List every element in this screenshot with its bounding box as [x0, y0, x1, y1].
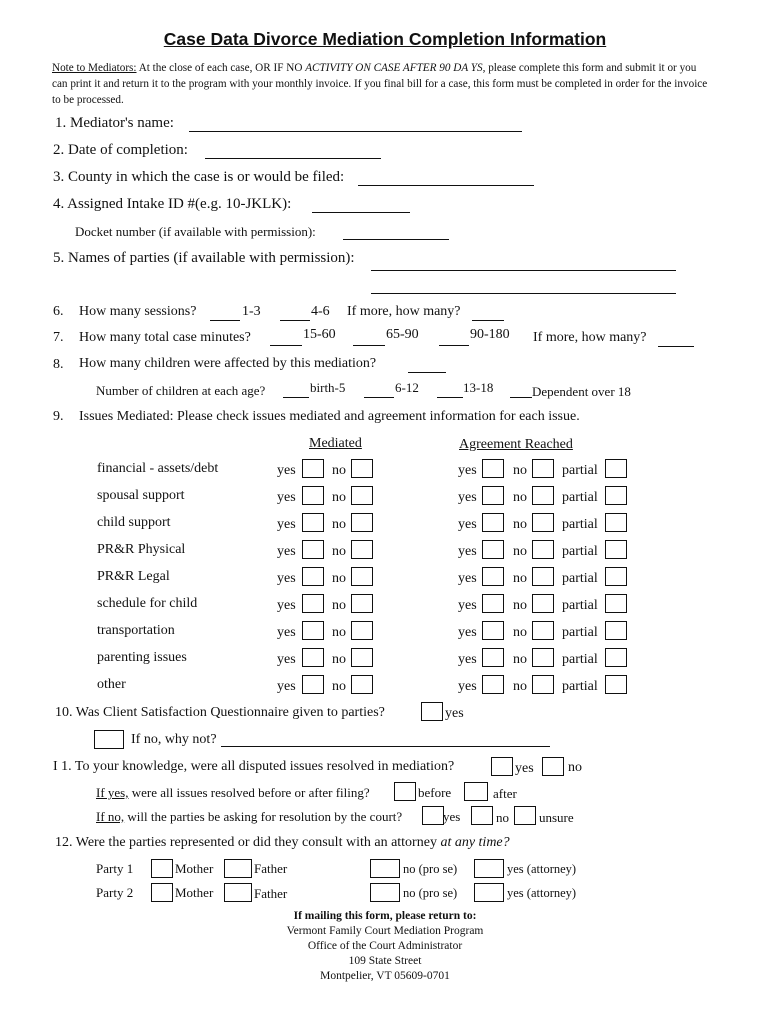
- agreement-partial-label: partial: [562, 517, 598, 532]
- issue-label: PR&R Physical: [97, 542, 186, 557]
- agreement-partial-checkbox[interactable]: [605, 459, 627, 478]
- mediated-yes-checkbox[interactable]: [302, 621, 324, 640]
- court-no-checkbox[interactable]: [471, 806, 493, 825]
- age-dependent-blank[interactable]: [510, 397, 532, 398]
- party2-prose-label: no (pro se): [403, 886, 458, 900]
- mediated-no-checkbox[interactable]: [351, 594, 373, 613]
- resolved-yes-checkbox[interactable]: [491, 757, 513, 776]
- age-opt-3: 13-18: [463, 380, 494, 395]
- age-opt-4: Dependent over 18: [532, 384, 631, 399]
- issue-label: other: [97, 677, 126, 692]
- agreement-partial-checkbox[interactable]: [605, 540, 627, 559]
- agreement-no-label: no: [513, 625, 527, 640]
- party1-father-label: Father: [254, 861, 288, 876]
- mediated-no-label: no: [332, 517, 346, 532]
- agreement-no-checkbox[interactable]: [532, 540, 554, 559]
- agreement-partial-checkbox[interactable]: [605, 594, 627, 613]
- minutes-65-90-blank[interactable]: [353, 345, 385, 346]
- minutes-90-180-blank[interactable]: [439, 345, 469, 346]
- agreement-yes-checkbox[interactable]: [482, 486, 504, 505]
- note-to-mediators: [52, 60, 712, 108]
- mediated-no-checkbox[interactable]: [351, 675, 373, 694]
- before-filing-checkbox[interactable]: [394, 782, 416, 801]
- after-filing-checkbox[interactable]: [464, 782, 488, 801]
- agreement-no-label: no: [513, 652, 527, 667]
- agreement-yes-checkbox[interactable]: [482, 513, 504, 532]
- agreement-yes-label: yes: [458, 571, 477, 586]
- mediated-no-label: no: [332, 463, 346, 478]
- minutes-more-field[interactable]: [658, 346, 694, 347]
- agreement-yes-checkbox[interactable]: [482, 459, 504, 478]
- mediated-yes-label: yes: [277, 652, 296, 667]
- agreement-no-checkbox[interactable]: [532, 648, 554, 667]
- agreement-col-header: Agreement Reached: [459, 437, 573, 452]
- agreement-partial-label: partial: [562, 652, 598, 667]
- note-text-2: please complete this form and submit it or you can print it and return it to the program with your monthly invoice. If you final bill for a case, this form must be completed in order for the invoice to be processed.: [52, 62, 708, 106]
- q1-label: 1. Mediator's name:: [55, 115, 174, 131]
- court-yes-checkbox[interactable]: [422, 806, 444, 825]
- sessions-more-label: If more, how many?: [347, 304, 461, 319]
- county-field[interactable]: [358, 185, 534, 186]
- footer-line-3: 109 State Street: [348, 955, 422, 967]
- mediated-yes-label: yes: [277, 517, 296, 532]
- date-completion-field[interactable]: [205, 158, 381, 159]
- agreement-no-checkbox[interactable]: [532, 594, 554, 613]
- before-label: before: [418, 785, 452, 800]
- intake-id-field[interactable]: [312, 212, 410, 213]
- ifno-lead: If no,: [96, 809, 125, 824]
- agreement-no-label: no: [513, 679, 527, 694]
- mediated-no-label: no: [332, 679, 346, 694]
- mediated-yes-checkbox[interactable]: [302, 486, 324, 505]
- agreement-no-checkbox[interactable]: [532, 486, 554, 505]
- party2-prose-checkbox[interactable]: [370, 883, 400, 902]
- issue-label: parenting issues: [97, 650, 187, 665]
- party1-mother-label: Mother: [175, 861, 214, 876]
- court-unsure-checkbox[interactable]: [514, 806, 536, 825]
- questionnaire-yes-checkbox[interactable]: [421, 702, 443, 721]
- q11-ifyes-line: [96, 785, 370, 801]
- minutes-opt-2: 65-90: [386, 327, 419, 342]
- party2-mother-checkbox[interactable]: [151, 883, 173, 902]
- agreement-partial-checkbox[interactable]: [605, 675, 627, 694]
- mediated-yes-checkbox[interactable]: [302, 594, 324, 613]
- age-6-12-blank[interactable]: [364, 397, 394, 398]
- mediated-yes-checkbox[interactable]: [302, 513, 324, 532]
- party1-prose-checkbox[interactable]: [370, 859, 400, 878]
- mediated-no-checkbox[interactable]: [351, 513, 373, 532]
- mediated-yes-label: yes: [277, 544, 296, 559]
- agreement-yes-label: yes: [458, 625, 477, 640]
- mediated-no-label: no: [332, 652, 346, 667]
- agreement-no-label: no: [513, 571, 527, 586]
- mediated-yes-label: yes: [277, 463, 296, 478]
- party1-father-checkbox[interactable]: [224, 859, 252, 878]
- age-birth-5-blank[interactable]: [283, 397, 309, 398]
- mediator-name-field[interactable]: [189, 131, 522, 132]
- minutes-opt-1: 15-60: [303, 327, 336, 342]
- agreement-yes-label: yes: [458, 544, 477, 559]
- party1-prose-label: no (pro se): [403, 862, 458, 876]
- note-text-1: At the close of each case, OR IF NO: [136, 62, 306, 74]
- mediated-yes-label: yes: [277, 598, 296, 613]
- age-opt-1: birth-5: [310, 380, 346, 395]
- agreement-partial-checkbox[interactable]: [605, 486, 627, 505]
- agreement-yes-checkbox[interactable]: [482, 621, 504, 640]
- agreement-no-checkbox[interactable]: [532, 459, 554, 478]
- q11-label: I 1. To your knowledge, were all disputed issues resolved in mediation?: [53, 759, 455, 774]
- footer-line-2: Office of the Court Administrator: [307, 940, 463, 952]
- q12-italic: at any time?: [440, 835, 510, 850]
- questionnaire-no-checkbox[interactable]: [94, 730, 124, 749]
- issue-label: PR&R Legal: [97, 569, 170, 584]
- party1-attorney-label: yes (attorney): [507, 862, 577, 876]
- sessions-opt-2: 4-6: [311, 304, 330, 319]
- agreement-partial-checkbox[interactable]: [605, 513, 627, 532]
- mediated-no-checkbox[interactable]: [351, 459, 373, 478]
- q9-label: Issues Mediated: Please check issues mediated and agreement information for each issue.: [79, 409, 580, 424]
- mediated-yes-label: yes: [277, 625, 296, 640]
- mediated-yes-label: yes: [277, 679, 296, 694]
- mediated-no-label: no: [332, 544, 346, 559]
- court-yes-label: yes: [443, 809, 461, 824]
- children-count-field[interactable]: [408, 372, 446, 373]
- agreement-no-label: no: [513, 544, 527, 559]
- mediated-yes-checkbox[interactable]: [302, 540, 324, 559]
- agreement-no-checkbox[interactable]: [532, 513, 554, 532]
- form-title: Case Data Divorce Mediation Completion Information: [163, 29, 607, 49]
- ifno-text: will the parties be asking for resolution by the court?: [124, 809, 403, 824]
- q3-label: 3. County in which the case is or would be filed:: [53, 169, 345, 185]
- q9-number: 9.: [53, 409, 64, 424]
- issue-label: schedule for child: [97, 596, 198, 611]
- party2-attorney-checkbox[interactable]: [474, 883, 504, 902]
- agreement-partial-label: partial: [562, 571, 598, 586]
- mediated-yes-label: yes: [277, 490, 296, 505]
- agreement-partial-label: partial: [562, 544, 598, 559]
- q12-text: 12. Were the parties represented or did they consult with an attorney: [55, 835, 437, 850]
- questionnaire-yes-label: yes: [445, 706, 464, 721]
- agreement-no-label: no: [513, 490, 527, 505]
- agreement-partial-checkbox[interactable]: [605, 567, 627, 586]
- q10-ifno-label: If no, why not?: [131, 732, 217, 747]
- after-label: after: [493, 786, 517, 801]
- minutes-more-label: If more, how many?: [533, 330, 647, 345]
- footer-line-4: Montpelier, VT 05609-0701: [320, 970, 450, 982]
- party-names-field-1[interactable]: [371, 270, 676, 271]
- minutes-opt-3: 90-180: [470, 327, 510, 342]
- agreement-yes-checkbox[interactable]: [482, 567, 504, 586]
- agreement-partial-checkbox[interactable]: [605, 621, 627, 640]
- agreement-partial-label: partial: [562, 490, 598, 505]
- party2-father-checkbox[interactable]: [224, 883, 252, 902]
- q12-label: [55, 835, 510, 851]
- agreement-yes-checkbox[interactable]: [482, 594, 504, 613]
- q5-label: 5. Names of parties (if available with permission):: [53, 250, 355, 266]
- q7-number: 7.: [53, 330, 64, 345]
- sessions-1-3-blank[interactable]: [210, 320, 240, 321]
- q11-ifno-line: [96, 809, 402, 825]
- agreement-partial-label: partial: [562, 463, 598, 478]
- issue-label: transportation: [97, 623, 175, 638]
- note-italic: ACTIVITY ON CASE AFTER 90 DA YS,: [305, 62, 486, 74]
- q8-label: How many children were affected by this mediation?: [79, 356, 377, 371]
- q8-sub-label: Number of children at each age?: [96, 383, 266, 398]
- agreement-partial-label: partial: [562, 625, 598, 640]
- party2-label: Party 2: [96, 885, 134, 900]
- mediated-yes-checkbox[interactable]: [302, 459, 324, 478]
- party1-mother-checkbox[interactable]: [151, 859, 173, 878]
- party-names-field-2[interactable]: [371, 293, 676, 294]
- resolved-no-label: no: [568, 760, 582, 775]
- agreement-yes-label: yes: [458, 598, 477, 613]
- agreement-no-label: no: [513, 517, 527, 532]
- party2-mother-label: Mother: [175, 885, 214, 900]
- resolved-no-checkbox[interactable]: [542, 757, 564, 776]
- mediated-no-checkbox[interactable]: [351, 567, 373, 586]
- ifyes-lead: If yes,: [96, 785, 129, 800]
- mediated-no-checkbox[interactable]: [351, 540, 373, 559]
- party2-father-label: Father: [254, 886, 288, 901]
- issue-label: financial - assets/debt: [97, 461, 219, 476]
- age-opt-2: 6-12: [395, 380, 419, 395]
- q6-number: 6.: [53, 304, 64, 319]
- agreement-partial-label: partial: [562, 679, 598, 694]
- mediated-no-checkbox[interactable]: [351, 486, 373, 505]
- agreement-yes-label: yes: [458, 517, 477, 532]
- footer-line-1: Vermont Family Court Mediation Program: [286, 925, 484, 937]
- ifyes-text: were all issues resolved before or after filing?: [128, 785, 370, 800]
- mediated-yes-checkbox[interactable]: [302, 675, 324, 694]
- mediated-no-checkbox[interactable]: [351, 621, 373, 640]
- mediated-no-label: no: [332, 625, 346, 640]
- agreement-no-label: no: [513, 463, 527, 478]
- why-not-field[interactable]: [221, 746, 550, 747]
- mediated-yes-label: yes: [277, 571, 296, 586]
- court-no-label: no: [496, 810, 509, 825]
- issue-label: child support: [97, 515, 171, 530]
- q6-label: How many sessions?: [79, 304, 197, 319]
- mediated-col-header: Mediated: [309, 436, 362, 451]
- resolved-yes-label: yes: [515, 761, 534, 776]
- agreement-no-label: no: [513, 598, 527, 613]
- q7-label: How many total case minutes?: [79, 330, 251, 345]
- docket-label: Docket number (if available with permission):: [75, 224, 316, 239]
- issue-label: spousal support: [97, 488, 185, 503]
- mediated-no-label: no: [332, 571, 346, 586]
- agreement-yes-checkbox[interactable]: [482, 648, 504, 667]
- party1-attorney-checkbox[interactable]: [474, 859, 504, 878]
- mediated-no-checkbox[interactable]: [351, 648, 373, 667]
- sessions-opt-1: 1-3: [242, 304, 261, 319]
- docket-field[interactable]: [343, 239, 449, 240]
- agreement-no-checkbox[interactable]: [532, 567, 554, 586]
- party1-label: Party 1: [96, 861, 134, 876]
- age-13-18-blank[interactable]: [437, 397, 463, 398]
- agreement-no-checkbox[interactable]: [532, 621, 554, 640]
- mediated-no-label: no: [332, 490, 346, 505]
- agreement-partial-label: partial: [562, 598, 598, 613]
- agreement-yes-checkbox[interactable]: [482, 540, 504, 559]
- q2-label: 2. Date of completion:: [53, 142, 188, 158]
- agreement-yes-label: yes: [458, 490, 477, 505]
- agreement-yes-label: yes: [458, 679, 477, 694]
- sessions-more-field[interactable]: [472, 320, 504, 321]
- court-unsure-label: unsure: [539, 810, 574, 825]
- agreement-partial-checkbox[interactable]: [605, 648, 627, 667]
- q10-label: 10. Was Client Satisfaction Questionnaire given to parties?: [55, 705, 385, 720]
- agreement-yes-checkbox[interactable]: [482, 675, 504, 694]
- q4-label: 4. Assigned Intake ID #(e.g. 10-JKLK):: [53, 196, 292, 212]
- mediated-yes-checkbox[interactable]: [302, 567, 324, 586]
- party2-attorney-label: yes (attorney): [507, 886, 577, 900]
- note-lead: Note to Mediators:: [52, 62, 137, 74]
- q8-number: 8.: [53, 357, 64, 372]
- agreement-yes-label: yes: [458, 463, 477, 478]
- sessions-4-6-blank[interactable]: [280, 320, 310, 321]
- mediated-yes-checkbox[interactable]: [302, 648, 324, 667]
- agreement-yes-label: yes: [458, 652, 477, 667]
- minutes-15-60-blank[interactable]: [270, 345, 302, 346]
- footer-heading: If mailing this form, please return to:: [293, 910, 477, 922]
- agreement-no-checkbox[interactable]: [532, 675, 554, 694]
- mediated-no-label: no: [332, 598, 346, 613]
